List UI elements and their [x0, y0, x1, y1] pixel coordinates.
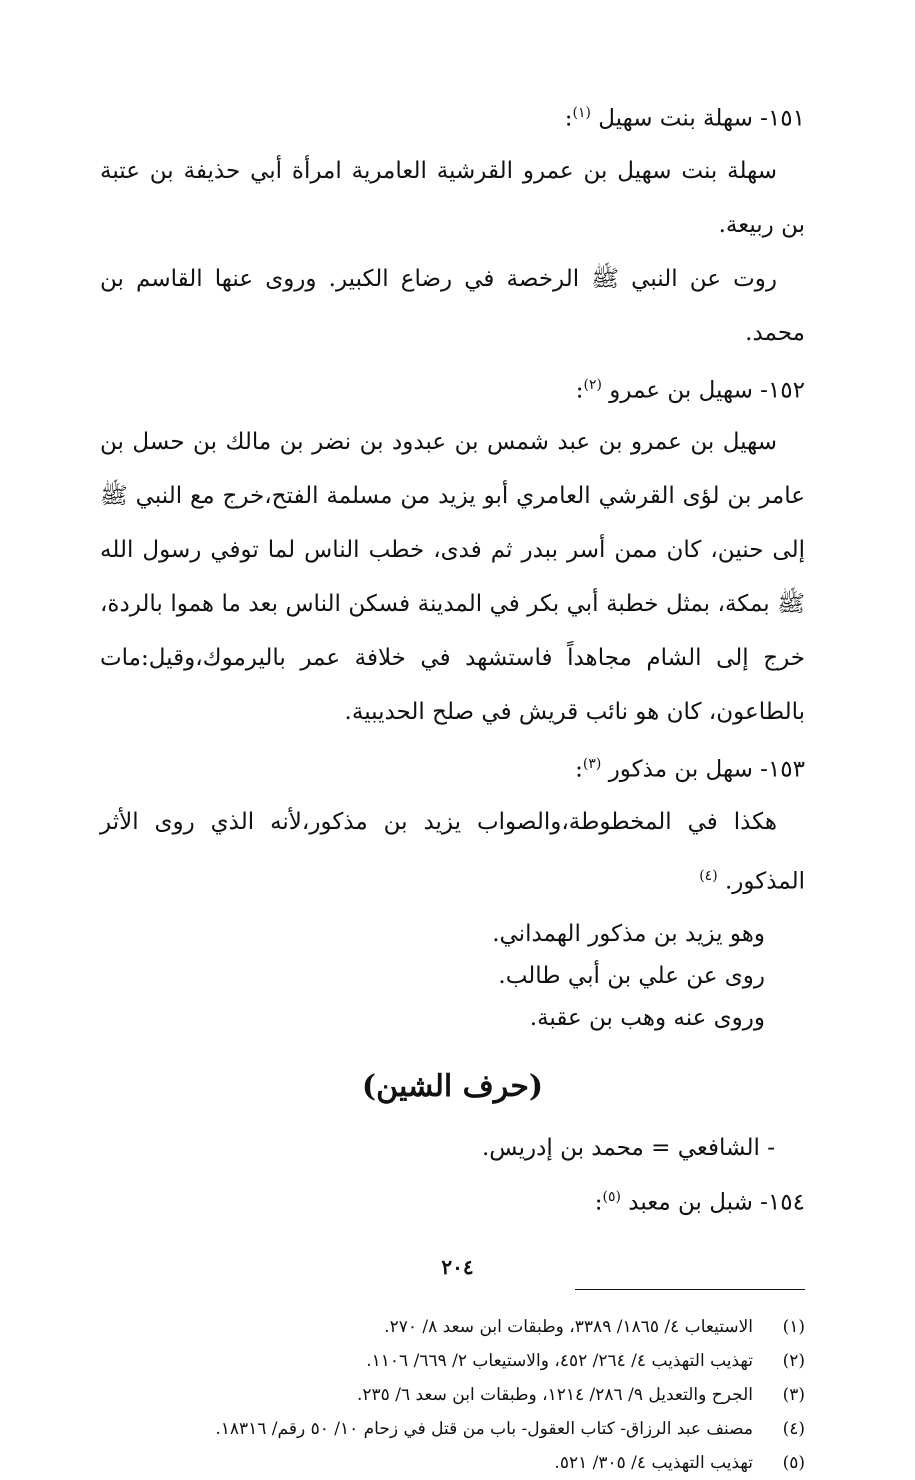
entry-lines: [100, 913, 805, 1039]
footnote: [100, 1344, 805, 1378]
cross-reference: - الشافعي = محمد بن إدريس.: [481, 1134, 775, 1161]
footnote-ref: (١): [572, 105, 591, 121]
section-heading: (حرف الشين): [361, 1068, 544, 1104]
footnote-ref: (٢): [583, 376, 602, 393]
entry-paragraph: سهلة بنت سهيل بن عمرو القرشية العامرية امرأة أبي حذيفة بن عتبة بن ربيعة.: [100, 157, 805, 238]
entry-line: روى عن علي بن أبي طالب.: [498, 962, 765, 989]
footnotes: [100, 1310, 805, 1480]
footnote-divider: [575, 1289, 805, 1290]
entry-paragraph: سهيل بن عمرو بن عبد شمس بن عبدود بن نضر بن مالك بن حسل بن عامر بن لؤى القرشي العامري أبو يزيد من مسلمة الفتح،خرج مع النبي ﷺ إلى حنين، كان ممن أسر ببدر ثم فدى، خطب الناس لما توفي رسول الله ﷺ بمكة، بمثل خطبة أبي بكر في المدينة فسكن الناس بعد ما هموا بالردة، خرج إلى الشام مجاهداً فاستشهد في خلافة عمر باليرموك،وقيل:مات بالطاعون، كان هو نائب قريش في صلح الحديبية.: [100, 429, 805, 726]
footnote-text: الاستيعاب ٤/ ١٨٦٥/ ٣٣٨٩، وطبقات ابن سعد ٨/ ٢٧٠.: [384, 1317, 753, 1338]
footnote: [100, 1412, 805, 1446]
entry-paragraph: هكذا في المخطوطة،والصواب يزيد بن مذكور،لأنه الذي روى الأثر المذكور. $^{(٤)}$: [100, 808, 805, 895]
footnote-text: تهذيب التهذيب ٤/ ٢٦٤/ ٤٥٢، والاستيعاب ٢/ ٦٦٩/ ١١٠٦.: [366, 1351, 753, 1372]
footnote: [100, 1378, 805, 1412]
footnote: [100, 1446, 805, 1480]
footnote-ref: (٥): [602, 1188, 621, 1205]
entry-heading-152: ١٥٢- سهيل بن عمرو $^{(٢)}$:: [575, 376, 805, 404]
entry-heading-151: ١٥١- سهلة بنت سهيل $^{(١)}$:: [564, 105, 805, 132]
footnote-text: مصنف عبد الرزاق- كتاب العقول- باب من قتل في زحام ١٠/ ٥٠ رقم/ ١٨٣١٦.: [215, 1419, 753, 1440]
footnote-text: تهذيب التهذيب ٤/ ٣٠٥/ ٥٢١.: [554, 1453, 753, 1474]
footnote-ref: (٤): [699, 867, 718, 884]
footnote-number: (٢): [782, 1351, 805, 1372]
footnote-number: (٤): [782, 1419, 805, 1440]
entry-paragraph: روت عن النبي ﷺ الرخصة في رضاع الكبير. وروى عنها القاسم بن محمد.: [100, 265, 805, 346]
footnote-ref: (٣): [582, 756, 602, 773]
footnote-text: الجرح والتعديل ٩/ ٢٨٦/ ١٢١٤، وطبقات ابن سعد ٦/ ٢٣٥.: [357, 1385, 753, 1406]
entry-heading-154: ١٥٤- شبل بن معبد $^{(٥)}$:: [594, 1188, 805, 1216]
entry-line: وهو يزيد بن مذكور الهمداني.: [492, 920, 765, 947]
footnote-number: (١): [782, 1317, 805, 1338]
footnote: [100, 1310, 805, 1344]
entry-heading-153: ١٥٣- سهل بن مذكور $^{(٣)}$:: [575, 756, 805, 783]
footnote-number: (٣): [782, 1385, 805, 1406]
entry-line: وروى عنه وهب بن عقبة.: [529, 1004, 765, 1031]
page-number: ٢٠٤: [441, 1255, 474, 1279]
footnote-number: (٥): [782, 1453, 805, 1474]
